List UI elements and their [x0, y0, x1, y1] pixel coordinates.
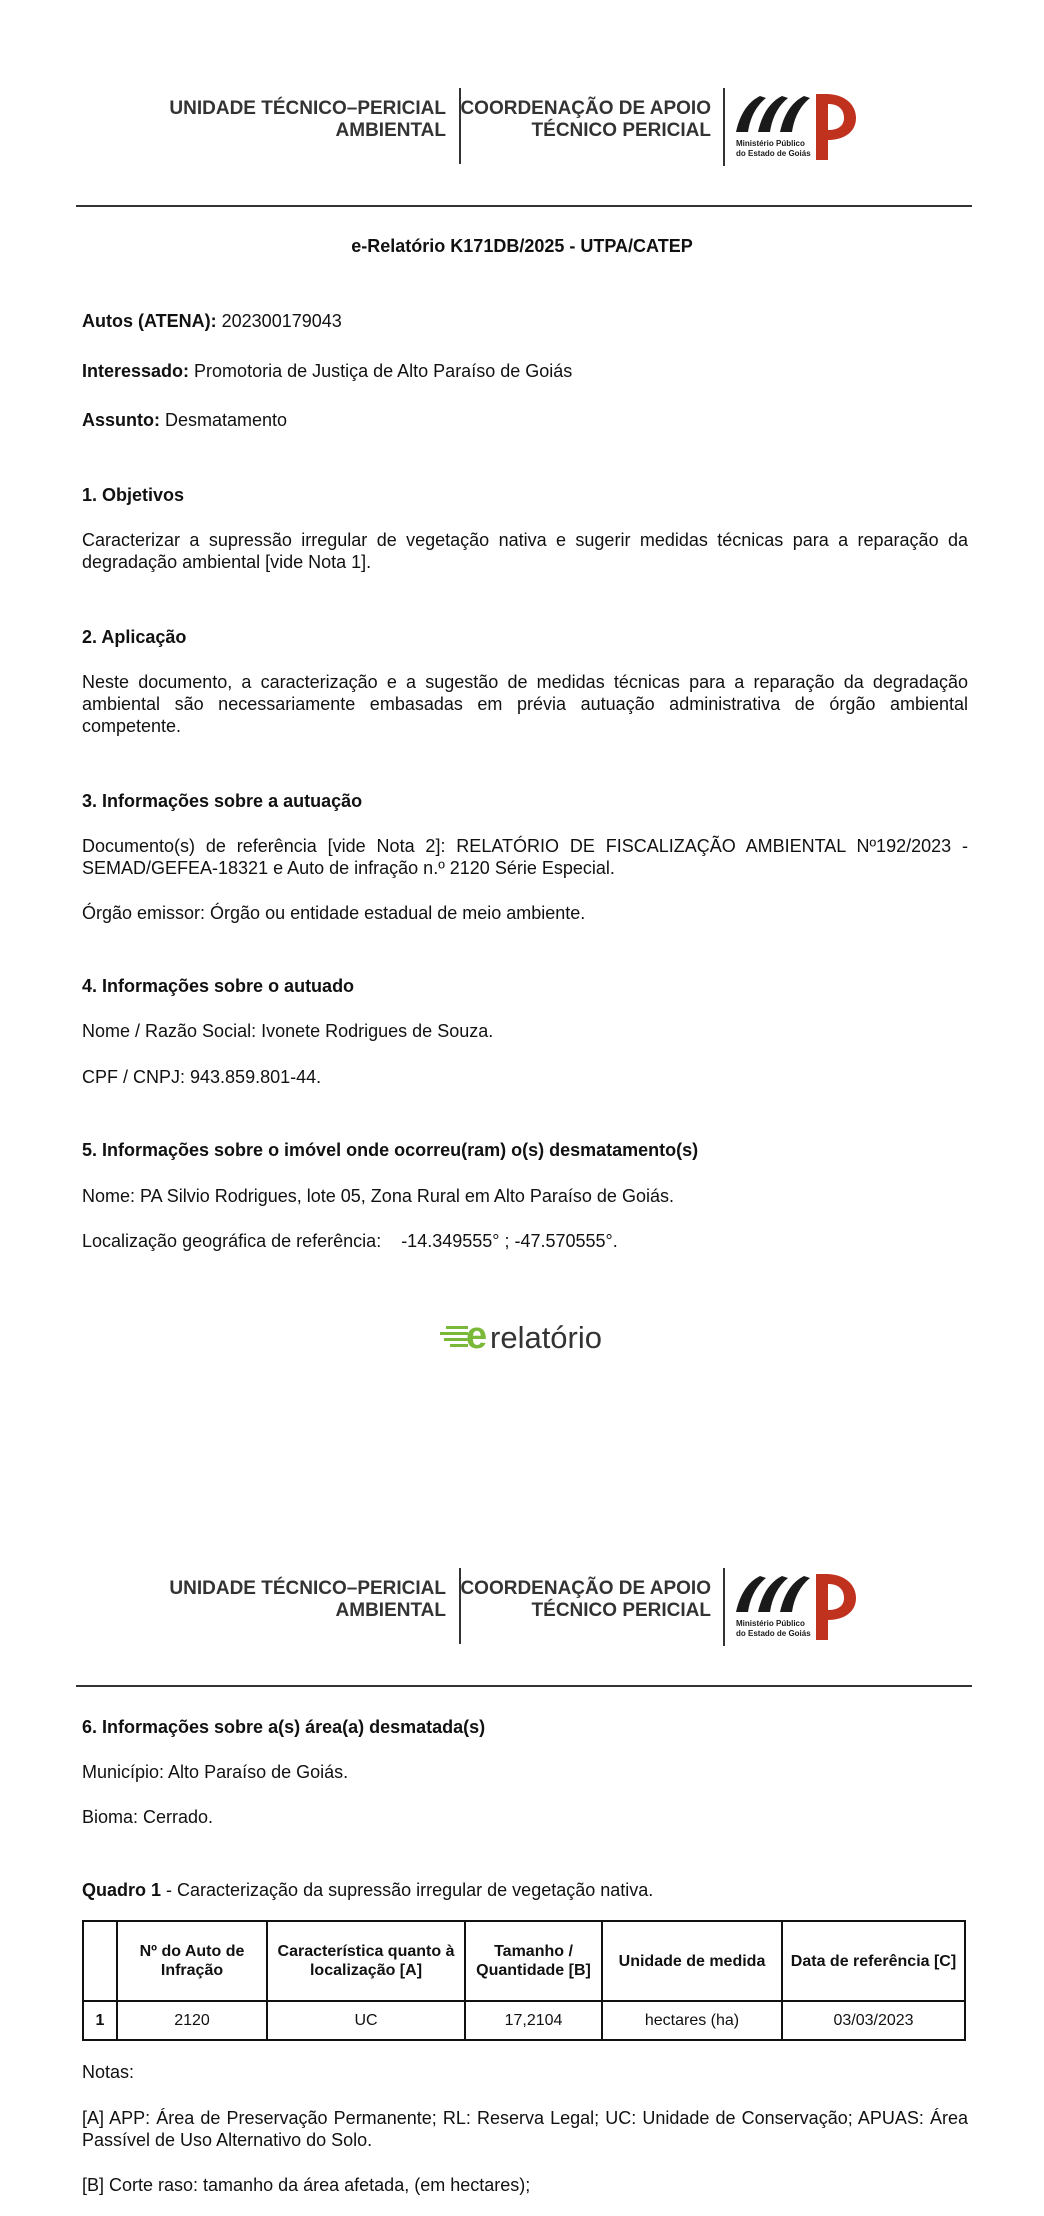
- autos-field: Autos (ATENA): 202300179043: [82, 311, 342, 331]
- report-title: e-Relatório K171DB/2025 - UTPA/CATEP: [351, 236, 693, 256]
- section-3-issuer: Órgão emissor: Órgão ou entidade estadual de meio ambiente.: [82, 903, 586, 923]
- section-1-text: Caracterizar a supressão irregular de vegetação nativa e sugerir medidas técnicas para a reparação da degradação ambiental [vide Nota 1].: [82, 530, 968, 572]
- coordination-name: COORDENAÇÃO DE APOIO TÉCNICO PERICIAL: [460, 98, 711, 141]
- table-header-row: [83, 1921, 965, 2001]
- section-1-title: 1. Objetivos: [82, 485, 185, 505]
- coordination-name: COORDENAÇÃO DE APOIO TÉCNICO PERICIAL: [460, 1578, 711, 1621]
- table-cell: 2120: [117, 2001, 267, 2040]
- table-row: [83, 2001, 965, 2040]
- quadro-table: [82, 1920, 966, 2041]
- mp-goias-logo: [732, 88, 882, 164]
- section-2-title: 2. Aplicação: [82, 627, 187, 647]
- svg-text:Ministério Público: Ministério Público: [736, 139, 805, 148]
- table-header: [83, 1921, 117, 2001]
- table-cell: UC: [267, 2001, 465, 2040]
- section-6-municipio: Município: Alto Paraíso de Goiás.: [82, 1762, 349, 1782]
- table-header: Característica quanto à localização [A]: [267, 1921, 465, 2001]
- section-6-title: 6. Informações sobre a(s) área(a) desmatada(s): [82, 1717, 486, 1737]
- svg-text:do Estado de Goiás: do Estado de Goiás: [736, 149, 811, 158]
- mp-goias-logo: [732, 1568, 882, 1644]
- section-5-property-name: Nome: PA Silvio Rodrigues, lote 05, Zona Rural em Alto Paraíso de Goiás.: [82, 1186, 674, 1206]
- section-3-title: 3. Informações sobre a autuação: [82, 791, 363, 811]
- section-6-bioma: Bioma: Cerrado.: [82, 1807, 214, 1827]
- notes-title: Notas:: [82, 2062, 135, 2082]
- header-rule: [76, 205, 972, 207]
- table-cell: 17,2104: [465, 2001, 602, 2040]
- assunto-field: Assunto: Desmatamento: [82, 410, 288, 430]
- section-4-title: 4. Informações sobre o autuado: [82, 976, 355, 996]
- svg-text:Ministério Público: Ministério Público: [736, 1619, 805, 1628]
- table-header: Unidade de medida: [602, 1921, 782, 2001]
- table-header: Tamanho / Quantidade [B]: [465, 1921, 602, 2001]
- table-cell: hectares (ha): [602, 2001, 782, 2040]
- note-b: [B] Corte raso: tamanho da área afetada, (em hectares);: [82, 2175, 531, 2195]
- table-header: Nº do Auto de Infração: [117, 1921, 267, 2001]
- unit-name: UNIDADE TÉCNICO–PERICIAL AMBIENTAL: [169, 98, 446, 141]
- section-5-coordinates: Localização geográfica de referência: -14.349555° ; -47.570555°.: [82, 1231, 618, 1251]
- section-4-name: Nome / Razão Social: Ivonete Rodrigues de Souza.: [82, 1021, 494, 1041]
- quadro-caption: Quadro 1 - Caracterização da supressão irregular de vegetação nativa.: [82, 1880, 654, 1900]
- svg-text:do Estado de Goiás: do Estado de Goiás: [736, 1629, 811, 1638]
- erelatorio-word: relatório: [490, 1320, 602, 1355]
- section-4-cpf: CPF / CNPJ: 943.859.801-44.: [82, 1067, 322, 1087]
- section-5-title: 5. Informações sobre o imóvel onde ocorreu(ram) o(s) desmatamento(s): [82, 1140, 699, 1160]
- note-a: [A] APP: Área de Preservação Permanente; RL: Reserva Legal; UC: Unidade de Conservação; APUAS: Área Passível de Uso Alternativo do Solo.: [82, 2108, 968, 2150]
- table-cell: 03/03/2023: [782, 2001, 965, 2040]
- section-2-text: Neste documento, a caracterização e a sugestão de medidas técnicas para a reparação da degradação ambiental são necessariamente embasadas em prévia autuação administrativa de órgão ambiental competente.: [82, 672, 968, 736]
- section-3-reference-docs: Documento(s) de referência [vide Nota 2]: RELATÓRIO DE FISCALIZAÇÃO AMBIENTAL Nº192/2023 - SEMAD/GEFEA-18321 e Auto de infração n.º 2120 Série Especial.: [82, 836, 968, 878]
- header-rule: [76, 1685, 972, 1687]
- erelatorio-letter: e: [466, 1315, 488, 1357]
- table-header: Data de referência [C]: [782, 1921, 965, 2001]
- unit-name: UNIDADE TÉCNICO–PERICIAL AMBIENTAL: [169, 1578, 446, 1621]
- header-divider: [723, 1568, 725, 1646]
- table-cell: 1: [83, 2001, 117, 2040]
- interessado-field: Interessado: Promotoria de Justiça de Alto Paraíso de Goiás: [82, 361, 573, 381]
- header-divider: [723, 88, 725, 166]
- erelatorio-logo: [440, 1316, 620, 1360]
